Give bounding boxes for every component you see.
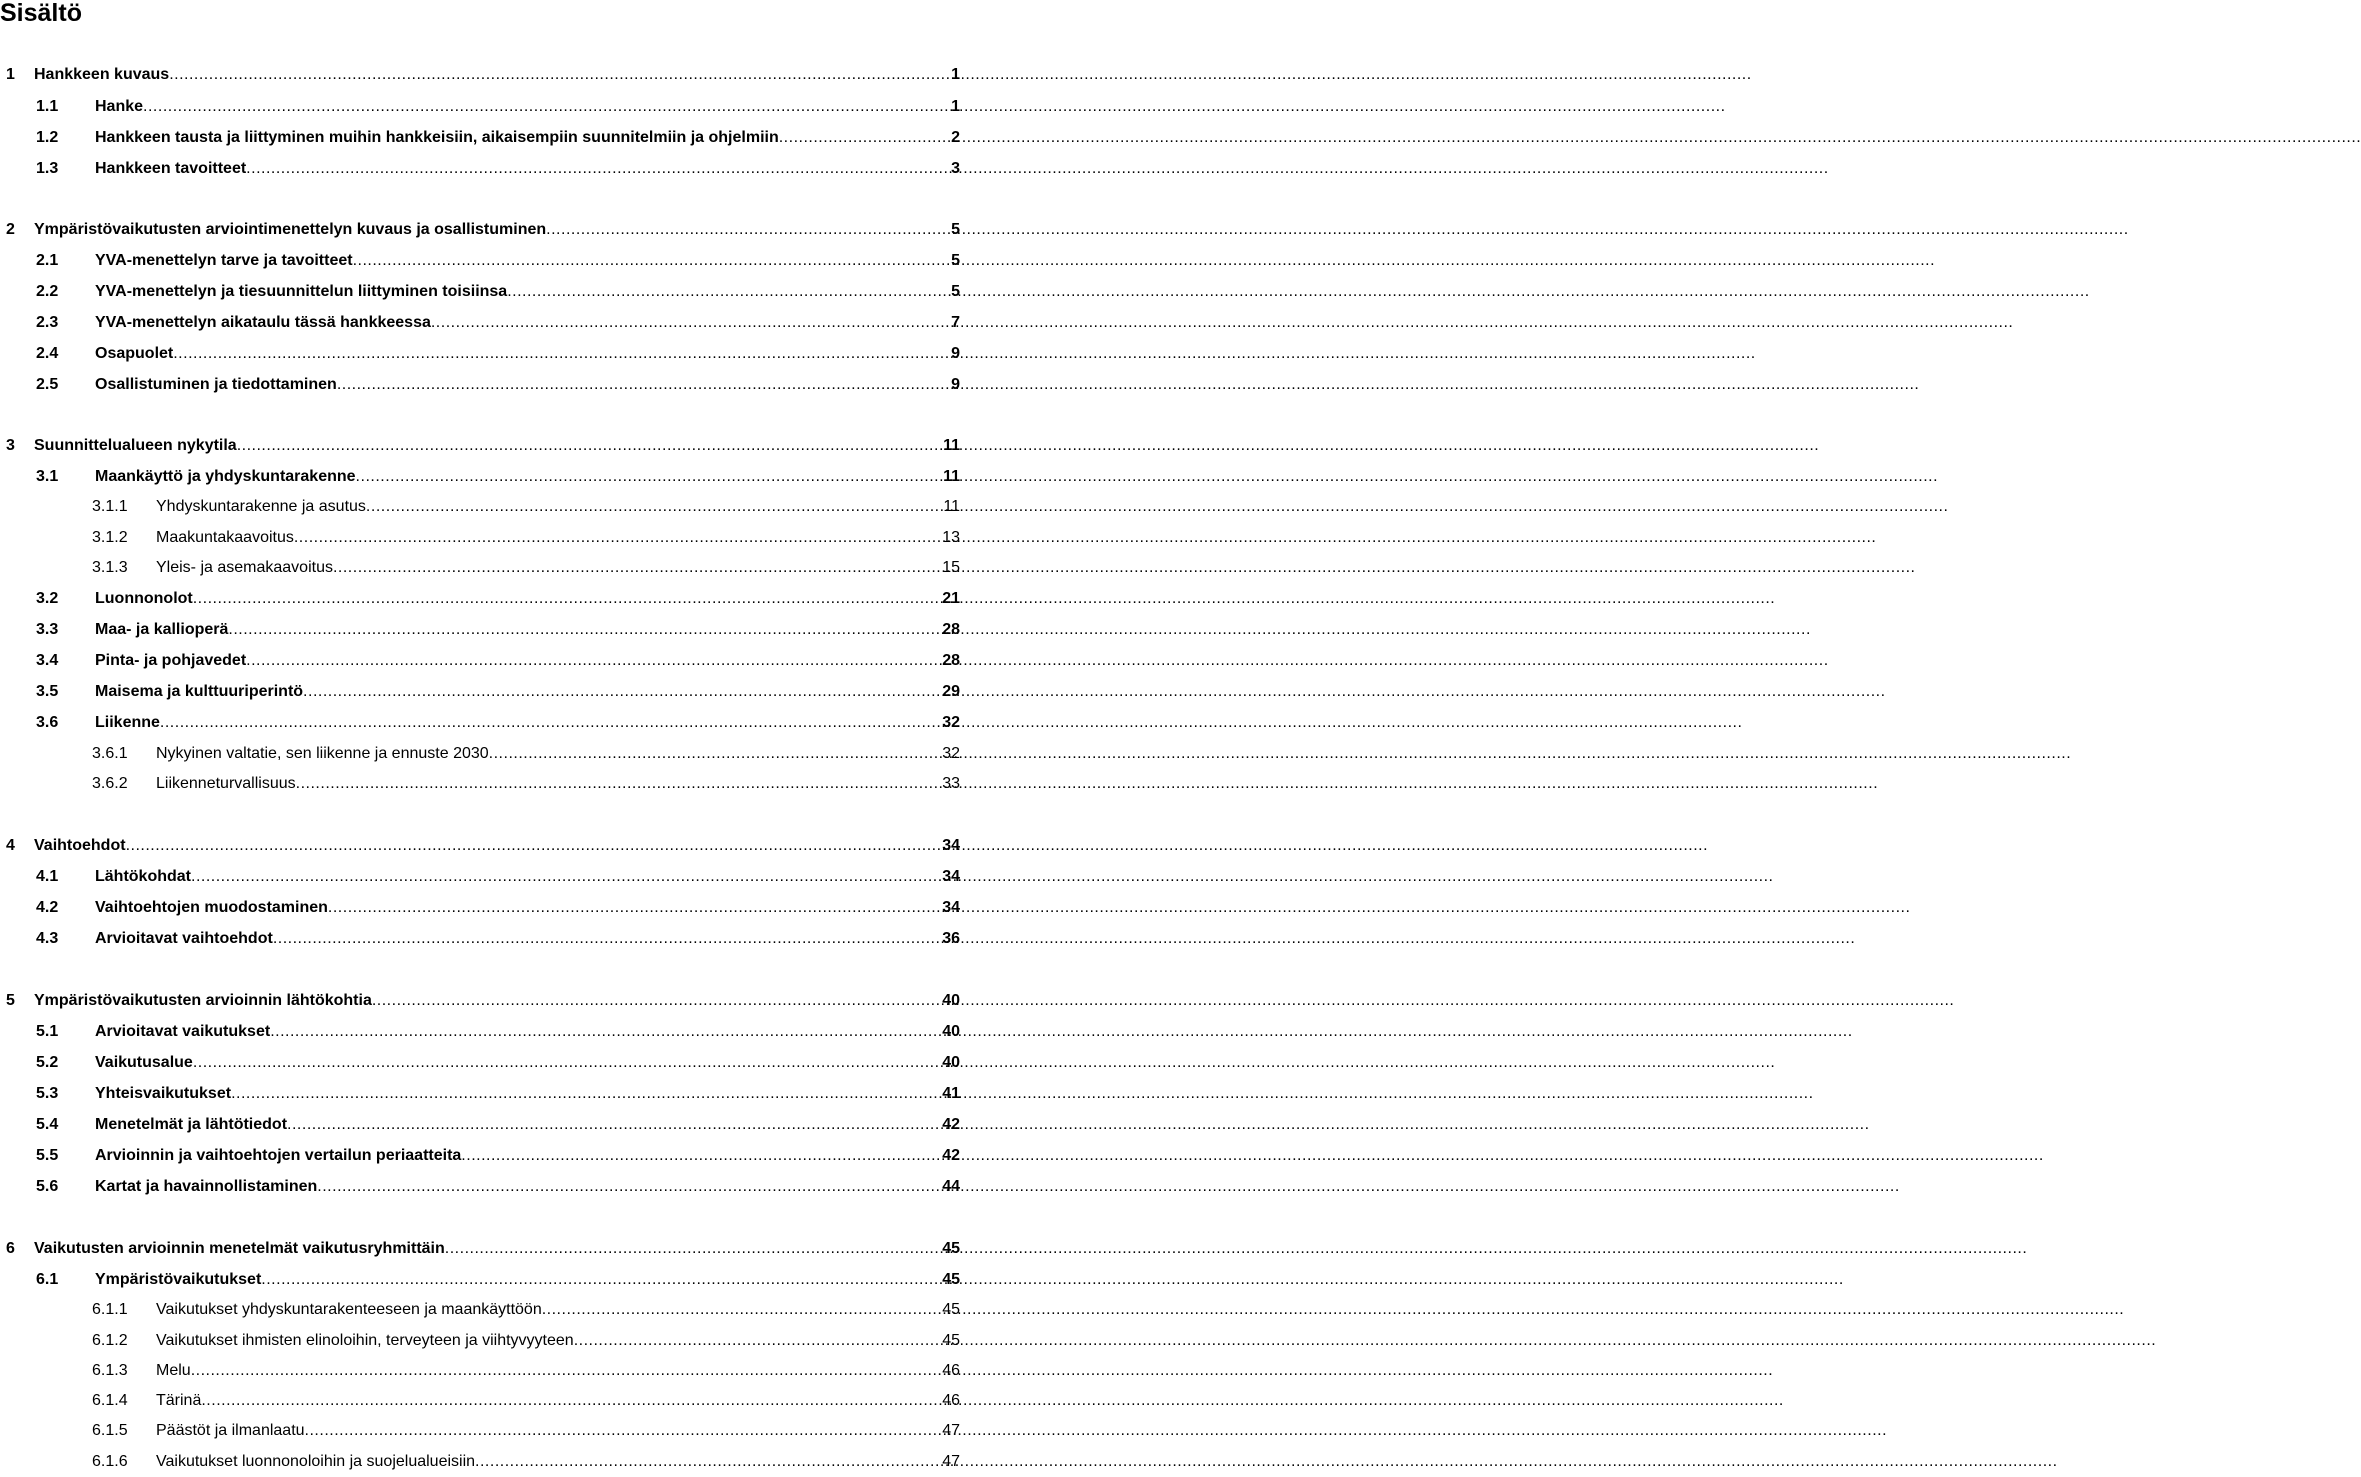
toc-entry-number: 6.1.4 xyxy=(92,1392,128,1409)
toc-entry-page-number: 33 xyxy=(942,775,960,792)
toc-entry-number: 5.1 xyxy=(36,1023,59,1040)
dot-leader xyxy=(191,866,940,888)
toc-entry-number: 2.1 xyxy=(36,252,59,269)
dot-leader xyxy=(237,435,941,457)
dot-leader xyxy=(296,773,941,795)
toc-entry[interactable] xyxy=(36,1021,960,1043)
toc-entry-page-number: 34 xyxy=(942,868,960,885)
dot-leader xyxy=(173,343,949,365)
toc-entry-page-number: 32 xyxy=(942,714,960,731)
toc-entry-title: Arvioitavat vaikutukset xyxy=(95,1023,271,1040)
dot-leader xyxy=(546,219,949,241)
toc-entry-page-number: 47 xyxy=(942,1422,960,1439)
toc-entry-number: 6.1.2 xyxy=(92,1332,128,1349)
toc-entry[interactable] xyxy=(92,1299,960,1321)
toc-entry-page-number: 40 xyxy=(942,1023,960,1040)
toc-entry-page-number: 5 xyxy=(951,252,960,269)
toc-entry-number: 3.6 xyxy=(36,714,59,731)
toc-entry-title: Ympäristövaikutukset xyxy=(95,1271,262,1288)
toc-entry[interactable] xyxy=(36,158,960,180)
toc-entry-page-number: 5 xyxy=(951,221,960,238)
toc-entry-number: 3.1 xyxy=(36,468,59,485)
toc-entry-page-number: 2 xyxy=(951,129,960,146)
toc-entry-number: 2.4 xyxy=(36,345,59,362)
toc-entry-title: Vaikutukset ihmisten elinoloihin, terveyteen ja viihtyvyyteen xyxy=(156,1332,574,1349)
toc-entry-number: 1 xyxy=(6,66,15,83)
toc-entry-number: 3.2 xyxy=(36,590,59,607)
toc-entry[interactable] xyxy=(36,96,960,118)
page-title: Sisältö xyxy=(0,0,82,27)
toc-entry[interactable] xyxy=(36,466,960,488)
toc-entry[interactable] xyxy=(92,527,960,549)
toc-entry-number: 3.6.2 xyxy=(92,775,128,792)
toc-entry-title: Maakuntakaavoitus xyxy=(156,529,294,546)
dot-leader xyxy=(261,1269,940,1291)
toc-entry-title: Maankäyttö ja yhdyskuntarakenne xyxy=(95,468,356,485)
toc-entry[interactable] xyxy=(36,1145,960,1167)
toc-entry[interactable] xyxy=(6,990,960,1012)
toc-entry-number: 5.3 xyxy=(36,1085,59,1102)
toc-entry-number: 4.3 xyxy=(36,930,59,947)
toc-entry-number: 6.1.3 xyxy=(92,1362,128,1379)
toc-entry-number: 2.5 xyxy=(36,376,59,393)
dot-leader xyxy=(294,527,940,549)
toc-entry-title: Hankkeen tausta ja liittyminen muihin hankkeisiin, aikaisempiin suunnitelmiin ja ohjelmiin xyxy=(95,129,779,146)
toc-entry-page-number: 11 xyxy=(943,498,960,515)
toc-entry-number: 5.5 xyxy=(36,1147,59,1164)
dot-leader xyxy=(270,1021,940,1043)
toc-entry-title: Osallistuminen ja tiedottaminen xyxy=(95,376,337,393)
toc-entry-page-number: 45 xyxy=(942,1332,960,1349)
toc-entry[interactable] xyxy=(36,1269,960,1291)
dot-leader xyxy=(353,250,950,272)
dot-leader xyxy=(356,466,942,488)
toc-entry-title: YVA-menettelyn aikataulu tässä hankkeessa xyxy=(95,314,431,331)
toc-entry-number: 4 xyxy=(6,837,15,854)
toc-entry-title: Vaikutukset yhdyskuntarakenteeseen ja maankäyttöön xyxy=(156,1301,542,1318)
toc-entry-number: 3.1.1 xyxy=(92,498,128,515)
toc-entry[interactable] xyxy=(92,1390,960,1412)
toc-entry[interactable] xyxy=(6,64,960,86)
toc-entry-page-number: 34 xyxy=(942,837,960,854)
toc-entry-number: 5.2 xyxy=(36,1054,59,1071)
dot-leader xyxy=(445,1238,940,1260)
dot-leader xyxy=(328,897,940,919)
dot-leader xyxy=(287,1114,940,1136)
toc-entry-number: 5 xyxy=(6,992,15,1009)
toc-entry-title: Suunnittelualueen nykytila xyxy=(34,437,237,454)
toc-entry-number: 6.1.5 xyxy=(92,1422,128,1439)
toc-entry-title: Nykyinen valtatie, sen liikenne ja ennuste 2030 xyxy=(156,745,489,762)
dot-leader xyxy=(366,496,941,518)
toc-entry-page-number: 29 xyxy=(942,683,960,700)
toc-entry-number: 3 xyxy=(6,437,15,454)
toc-entry[interactable] xyxy=(36,312,960,334)
toc-entry[interactable] xyxy=(6,1238,960,1260)
toc-entry[interactable] xyxy=(36,650,960,672)
toc-entry-page-number: 36 xyxy=(942,930,960,947)
toc-entry-number: 4.2 xyxy=(36,899,59,916)
toc-entry-number: 5.4 xyxy=(36,1116,59,1133)
toc-entry-title: Liikenne xyxy=(95,714,160,731)
toc-entry-page-number: 45 xyxy=(942,1271,960,1288)
toc-entry-page-number: 28 xyxy=(942,621,960,638)
dot-leader xyxy=(333,557,940,579)
toc-entry-title: Osapuolet xyxy=(95,345,174,362)
dot-leader xyxy=(246,650,940,672)
toc-entry-number: 2 xyxy=(6,221,15,238)
dot-leader xyxy=(372,990,940,1012)
toc-entry[interactable] xyxy=(92,1360,960,1382)
toc-entry-title: Arvioinnin ja vaihtoehtojen vertailun periaatteita xyxy=(95,1147,462,1164)
toc-entry[interactable] xyxy=(92,557,960,579)
toc-entry-number: 3.4 xyxy=(36,652,59,669)
toc-entry-title: Vaikutukset luonnonoloihin ja suojelualueisiin xyxy=(156,1453,476,1470)
toc-entry[interactable] xyxy=(36,1114,960,1136)
toc-entry-page-number: 34 xyxy=(942,899,960,916)
toc-entry[interactable] xyxy=(92,773,960,795)
toc-entry-number: 1.3 xyxy=(36,160,59,177)
toc-entry[interactable] xyxy=(36,712,960,734)
toc-entry[interactable] xyxy=(92,1420,960,1442)
toc-entry-page-number: 42 xyxy=(942,1116,960,1133)
toc-entry-page-number: 9 xyxy=(951,376,960,393)
toc-entry-page-number: 47 xyxy=(942,1453,960,1470)
dot-leader xyxy=(228,619,940,641)
toc-entry[interactable] xyxy=(36,1083,960,1105)
toc-entry-page-number: 44 xyxy=(942,1178,960,1195)
toc-entry-page-number: 32 xyxy=(942,745,960,762)
toc-entry-title: Arvioitavat vaihtoehdot xyxy=(95,930,273,947)
toc-entry[interactable] xyxy=(36,619,960,641)
dot-leader xyxy=(542,1299,940,1321)
toc-entry-title: Menetelmät ja lähtötiedot xyxy=(95,1116,288,1133)
dot-leader xyxy=(317,1176,940,1198)
toc-entry-page-number: 3 xyxy=(951,160,960,177)
toc-entry-page-number: 5 xyxy=(951,283,960,300)
dot-leader xyxy=(143,96,949,118)
toc-entry-page-number: 45 xyxy=(942,1240,960,1257)
toc-entry-title: Kartat ja havainnollistaminen xyxy=(95,1178,318,1195)
toc-entry[interactable] xyxy=(36,250,960,272)
toc-entry-page-number: 1 xyxy=(951,98,960,115)
toc-entry[interactable] xyxy=(6,835,960,857)
toc-entry-page-number: 1 xyxy=(951,66,960,83)
toc-entry-number: 2.2 xyxy=(36,283,59,300)
toc-entry-page-number: 13 xyxy=(942,529,960,546)
toc-entry-number: 6.1 xyxy=(36,1271,59,1288)
toc-entry-title: Vaihtoehdot xyxy=(34,837,126,854)
toc-entry-page-number: 7 xyxy=(951,314,960,331)
toc-entry[interactable] xyxy=(36,343,960,365)
dot-leader xyxy=(779,127,949,149)
toc-entry-number: 6 xyxy=(6,1240,15,1257)
toc-entry-title: Tärinä xyxy=(156,1392,202,1409)
toc-entry[interactable] xyxy=(92,1451,960,1473)
toc-entry-page-number: 45 xyxy=(942,1301,960,1318)
dot-leader xyxy=(201,1390,940,1412)
dot-leader xyxy=(431,312,949,334)
toc-entry[interactable] xyxy=(36,1176,960,1198)
dot-leader xyxy=(193,1052,940,1074)
toc-entry[interactable] xyxy=(36,681,960,703)
toc-entry-title: Liikenneturvallisuus xyxy=(156,775,296,792)
toc-entry-title: Vaikutusalue xyxy=(95,1054,193,1071)
toc-entry-title: Vaihtoehtojen muodostaminen xyxy=(95,899,328,916)
toc-entry-title: Luonnonolot xyxy=(95,590,193,607)
toc-entry-page-number: 21 xyxy=(942,590,960,607)
toc-entry-page-number: 41 xyxy=(942,1085,960,1102)
toc-entry-number: 1.1 xyxy=(36,98,59,115)
toc-entry-number: 3.3 xyxy=(36,621,59,638)
dot-leader xyxy=(160,712,940,734)
toc-entry-title: Yhdyskuntarakenne ja asutus xyxy=(156,498,366,515)
toc-entry[interactable] xyxy=(36,588,960,610)
toc-entry[interactable] xyxy=(36,897,960,919)
toc-entry-title: Maisema ja kulttuuriperintö xyxy=(95,683,304,700)
toc-entry-page-number: 15 xyxy=(942,559,960,576)
toc-entry-number: 3.1.2 xyxy=(92,529,128,546)
toc-entry-page-number: 11 xyxy=(943,468,960,485)
toc-entry-page-number: 46 xyxy=(942,1362,960,1379)
dot-leader xyxy=(246,158,949,180)
toc-entry[interactable] xyxy=(36,928,960,950)
toc-entry-number: 2.3 xyxy=(36,314,59,331)
dot-leader xyxy=(169,64,949,86)
toc-entry-title: Hankkeen kuvaus xyxy=(34,66,170,83)
toc-entry[interactable] xyxy=(36,281,960,303)
toc-entry-title: Maa- ja kallioperä xyxy=(95,621,229,638)
toc-entry[interactable] xyxy=(92,743,960,765)
dot-leader xyxy=(126,835,941,857)
toc-entry-title: YVA-menettelyn tarve ja tavoitteet xyxy=(95,252,353,269)
dot-leader xyxy=(193,588,940,610)
toc-entry-page-number: 40 xyxy=(942,1054,960,1071)
toc-entry[interactable] xyxy=(92,1330,960,1352)
toc-entry-title: Yleis- ja asemakaavoitus xyxy=(156,559,333,576)
toc-entry[interactable] xyxy=(36,127,960,149)
toc-entry-title: Päästöt ja ilmanlaatu xyxy=(156,1422,305,1439)
toc-entry[interactable] xyxy=(92,496,960,518)
toc-entry-page-number: 9 xyxy=(951,345,960,362)
toc-entry-number: 3.1.3 xyxy=(92,559,128,576)
toc-entry-number: 4.1 xyxy=(36,868,59,885)
toc-entry-title: Yhteisvaikutukset xyxy=(95,1085,232,1102)
toc-entry-title: Melu xyxy=(156,1362,191,1379)
toc-entry-title: Ympäristövaikutusten arvioinnin lähtökohtia xyxy=(34,992,372,1009)
toc-entry-page-number: 46 xyxy=(942,1392,960,1409)
toc-entry-number: 5.6 xyxy=(36,1178,59,1195)
toc-entry-title: Lähtökohdat xyxy=(95,868,191,885)
toc-entry[interactable] xyxy=(36,866,960,888)
dot-leader xyxy=(303,681,940,703)
dot-leader xyxy=(475,1451,940,1473)
dot-leader xyxy=(231,1083,940,1105)
toc-entry-page-number: 40 xyxy=(942,992,960,1009)
toc-entry-number: 1.2 xyxy=(36,129,59,146)
toc-entry[interactable] xyxy=(6,435,960,457)
dot-leader xyxy=(461,1145,940,1167)
toc-entry-title: Hanke xyxy=(95,98,144,115)
toc-entry-page-number: 28 xyxy=(942,652,960,669)
dot-leader xyxy=(507,281,949,303)
toc-entry-title: Hankkeen tavoitteet xyxy=(95,160,247,177)
toc-entry-title: Pinta- ja pohjavedet xyxy=(95,652,247,669)
toc-entry-number: 3.5 xyxy=(36,683,59,700)
dot-leader xyxy=(337,374,949,396)
dot-leader xyxy=(273,928,940,950)
dot-leader xyxy=(574,1330,941,1352)
dot-leader xyxy=(489,743,941,765)
toc-entry[interactable] xyxy=(36,1052,960,1074)
toc-entry[interactable] xyxy=(6,219,960,241)
toc-entry-number: 6.1.6 xyxy=(92,1453,128,1470)
toc-entry-number: 3.6.1 xyxy=(92,745,128,762)
toc-entry-page-number: 11 xyxy=(943,437,960,454)
dot-leader xyxy=(305,1420,941,1442)
toc-entry-title: Ympäristövaikutusten arviointimenettelyn kuvaus ja osallistuminen xyxy=(34,221,547,238)
toc-entry-page-number: 42 xyxy=(942,1147,960,1164)
toc-entry-title: Vaikutusten arvioinnin menetelmät vaikutusryhmittäin xyxy=(34,1240,445,1257)
dot-leader xyxy=(191,1360,941,1382)
toc-entry-number: 6.1.1 xyxy=(92,1301,128,1318)
toc-entry[interactable] xyxy=(36,374,960,396)
toc-entry-title: YVA-menettelyn ja tiesuunnittelun liittyminen toisiinsa xyxy=(95,283,508,300)
